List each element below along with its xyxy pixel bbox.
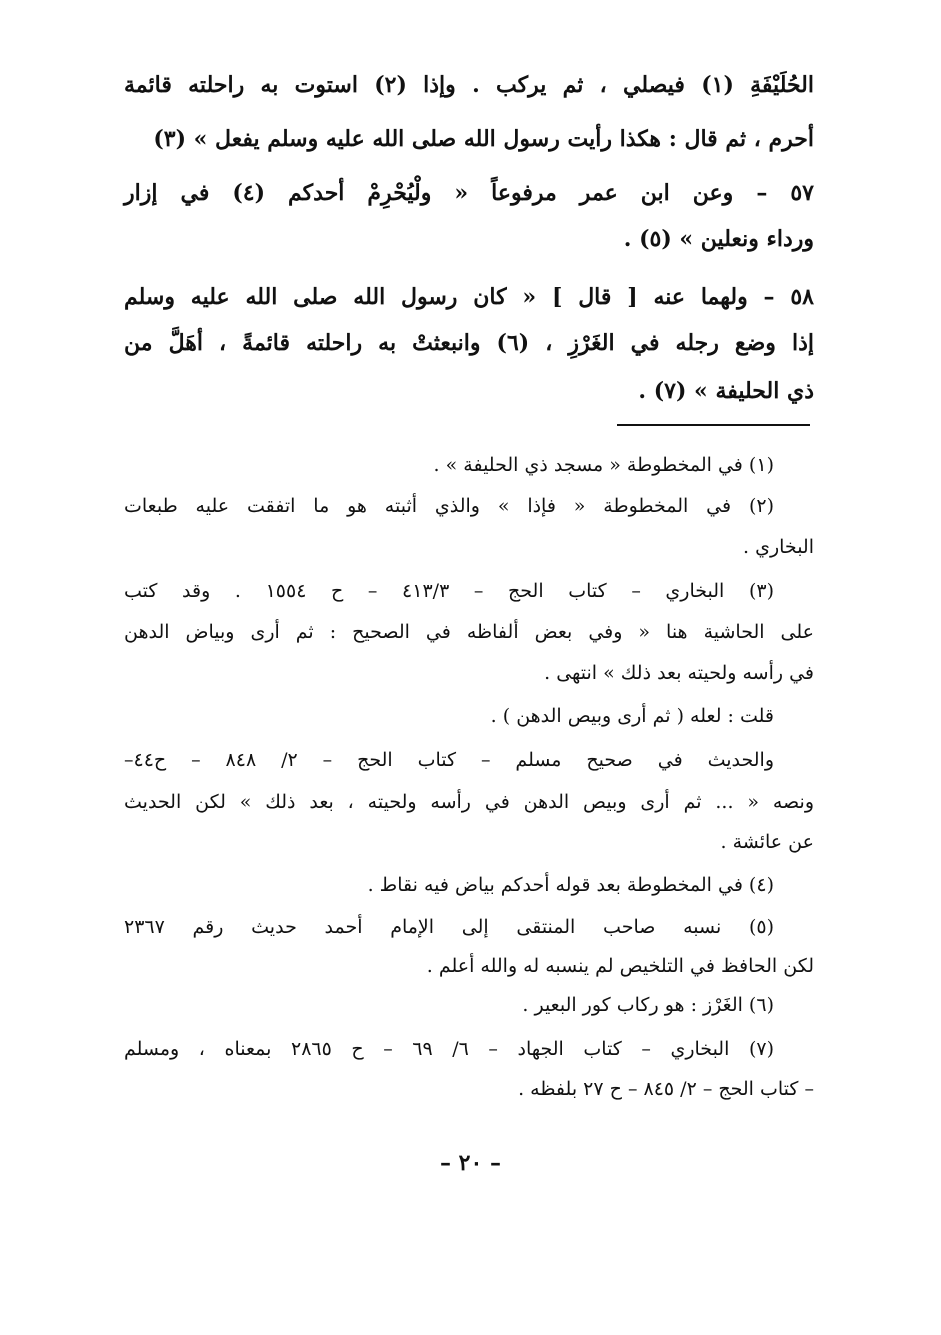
hadith-57-line-1: ٥٧ – وعن ابن عمر مرفوعاً « ولْيُحْرِمْ أحدكم (٤) في إزار bbox=[124, 180, 814, 206]
footnote-7-line-1: (٧) البخاري – كتاب الجهاد – ٦/ ٦٩ – ح ٢٨٦٥ بمعناه ، ومسلم bbox=[124, 1038, 774, 1060]
footnote-3-note: قلت : لعله ( ثم أرى وبيص الدهن ) . bbox=[490, 705, 774, 727]
footnote-5-line-2: لكن الحافظ في التلخيص لم ينسبه له والله أعلم . bbox=[426, 955, 814, 977]
main-text-line-2: أحرم ، ثم قال : هكذا رأيت رسول الله صلى الله عليه وسلم يفعل » (٣) bbox=[153, 126, 814, 152]
footnote-3-muslim-line-2: ونصه « ... ثم أرى وبيص الدهن في رأسه ولحيته ، بعد ذلك » لكن الحديث bbox=[124, 791, 814, 813]
hadith-58-line-3: ذي الحليفة » (٧) . bbox=[638, 378, 814, 404]
hadith-58-line-1: ٥٨ – ولهما عنه [ قال ] « كان رسول الله صلى الله عليه وسلم bbox=[124, 284, 814, 310]
footnote-3-line-1: (٣) البخاري – كتاب الحج – ٤١٣/٣ – ح ١٥٥٤ . وقد كتب bbox=[124, 580, 775, 602]
footnote-3-muslim-line-3: عن عائشة . bbox=[720, 831, 814, 853]
main-text-line-1: الحُلَيْفَةِ (١) فيصلي ، ثم يركب . وإذا (٢) استوت به راحلته قائمة bbox=[124, 72, 814, 98]
footnote-4: (٤) في المخطوطة بعد قوله أحدكم بياض فيه نقاط . bbox=[367, 874, 774, 896]
footnote-3-line-3: في رأسه ولحيته بعد ذلك » انتهى . bbox=[544, 662, 814, 684]
hadith-57-line-2: ورداء ونعلين » (٥) . bbox=[623, 226, 814, 252]
page-number: – ٢٠ – bbox=[440, 1150, 501, 1176]
footnote-7-line-2: – كتاب الحج – ٢/ ٨٤٥ – ح ٢٧ بلفظه . bbox=[518, 1078, 814, 1100]
footnote-5-line-1: (٥) نسبه صاحب المنتقى إلى الإمام أحمد حديث رقم ٢٣٦٧ bbox=[124, 916, 774, 938]
footnote-2-line-1: (٢) في المخطوطة « فإذا » والذي أثبته هو ما اتفقت عليه طبعات bbox=[124, 495, 774, 517]
footnote-3-line-2: على الحاشية هنا « وفي بعض ألفاظه في الصحيح : ثم أرى وبياض الدهن bbox=[124, 621, 814, 643]
footnote-1: (١) في المخطوطة « مسجد ذي الحليفة » . bbox=[433, 454, 774, 476]
footnote-separator bbox=[617, 424, 810, 426]
footnote-3-muslim-line-1: والحديث في صحيح مسلم – كتاب الحج – ٢/ ٨٤٨ – ح٤٤– bbox=[124, 749, 775, 771]
footnote-2-line-2: البخاري . bbox=[743, 536, 814, 558]
hadith-58-line-2: إذا وضع رجله في الغَرْزِ ، (٦) وانبعثتْ به راحلته قائمةً ، أهَلَّ من bbox=[124, 330, 814, 356]
footnote-6: (٦) الغَرْز : هو ركاب كور البعير . bbox=[522, 994, 774, 1016]
